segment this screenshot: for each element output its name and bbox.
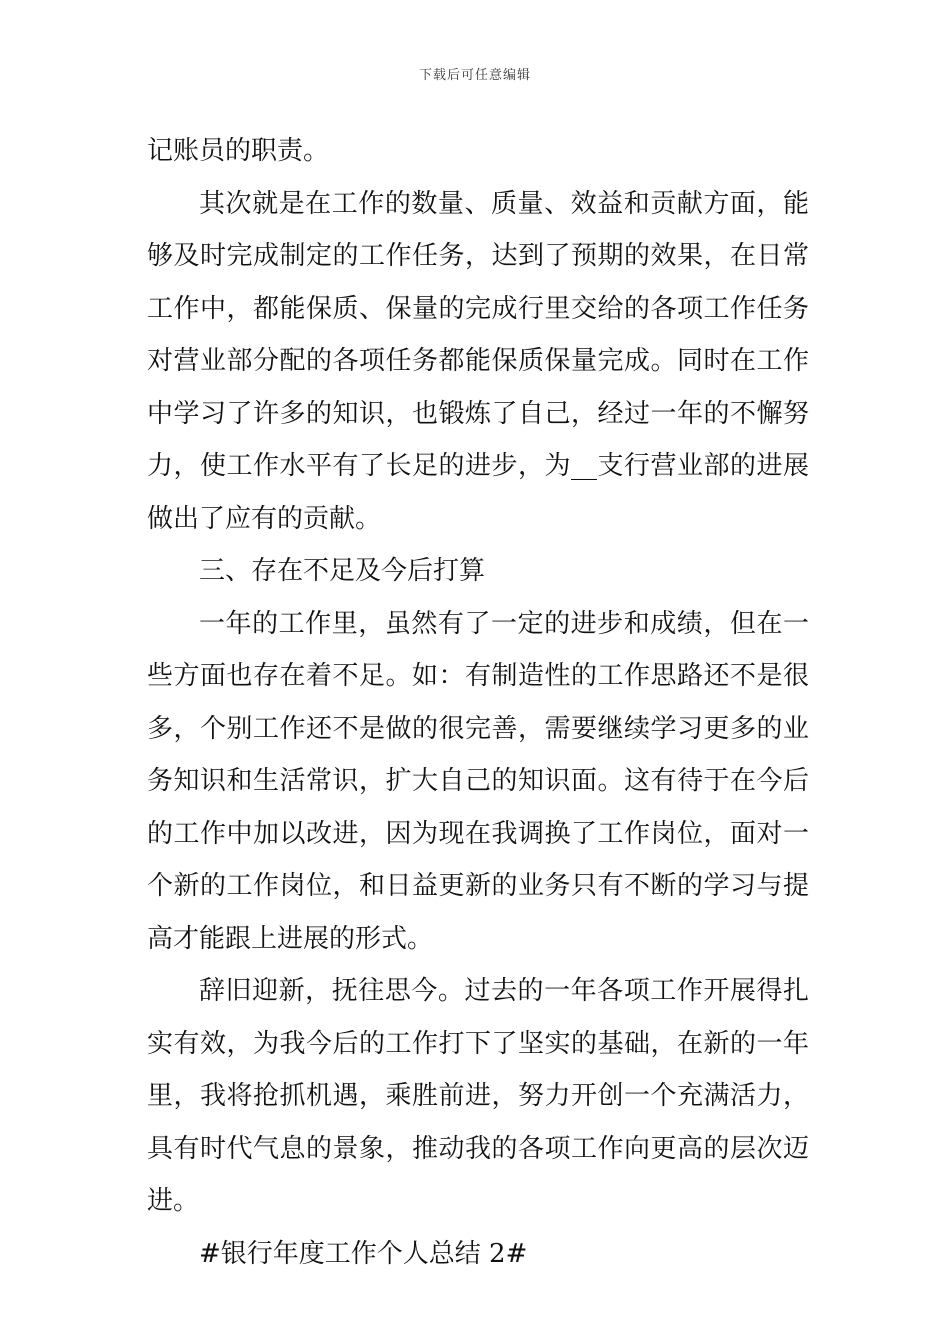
text-line: 其次就是在工作的数量、质量、效益和贡献方面，能	[199, 188, 809, 219]
text-line: 个新的工作岗位，和日益更新的业务只有不断的学习与提	[147, 871, 809, 901]
text-line: 中学习了许多的知识，也锻炼了自己，经过一年的不懈努	[147, 398, 809, 429]
text-line: 的工作中加以改进，因为现在我调换了工作岗位，面对一	[147, 818, 809, 849]
text-line: 工作中，都能保质、保量的完成行里交给的各项工作任务	[147, 293, 809, 324]
text-line: 做出了应有的贡献。	[147, 503, 382, 534]
text-line: 对营业部分配的各项任务都能保质保量完成。同时在工作	[147, 346, 809, 376]
section-heading: 三、存在不足及今后打算	[199, 556, 486, 586]
document-body	[147, 125, 809, 1280]
text-line: 辞旧迎新，抚往思今。过去的一年各项工作开展得扎	[199, 976, 809, 1006]
text-line: 高才能跟上进展的形式。	[147, 923, 434, 954]
text-line: 进。	[147, 1186, 200, 1216]
page-header: 下载后可任意编辑	[418, 68, 531, 83]
text-line: 些方面也存在着不足。如：有制造性的工作思路还不是很	[147, 661, 809, 691]
text-line: 力，使工作水平有了长足的进步，为__支行营业部的进展	[147, 451, 809, 481]
text-line: 里，我将抢抓机遇，乘胜前进，努力开创一个充满活力，	[147, 1081, 809, 1111]
text-line: 够及时完成制定的工作任务，达到了预期的效果，在日常	[147, 241, 809, 271]
text-line: 实有效，为我今后的工作打下了坚实的基础，在新的一年	[147, 1028, 809, 1059]
text-line: 具有时代气息的景象，推动我的各项工作向更高的层次迈	[147, 1133, 809, 1164]
section-heading: #银行年度工作个人总结 2#	[199, 1238, 528, 1269]
text-line: 一年的工作里，虽然有了一定的进步和成绩，但在一	[199, 608, 809, 639]
text-line: 多，个别工作还不是做的很完善，需要继续学习更多的业	[147, 713, 809, 744]
text-line: 记账员的职责。	[147, 136, 330, 166]
text-line: 务知识和生活常识，扩大自己的知识面。这有待于在今后	[147, 766, 809, 796]
